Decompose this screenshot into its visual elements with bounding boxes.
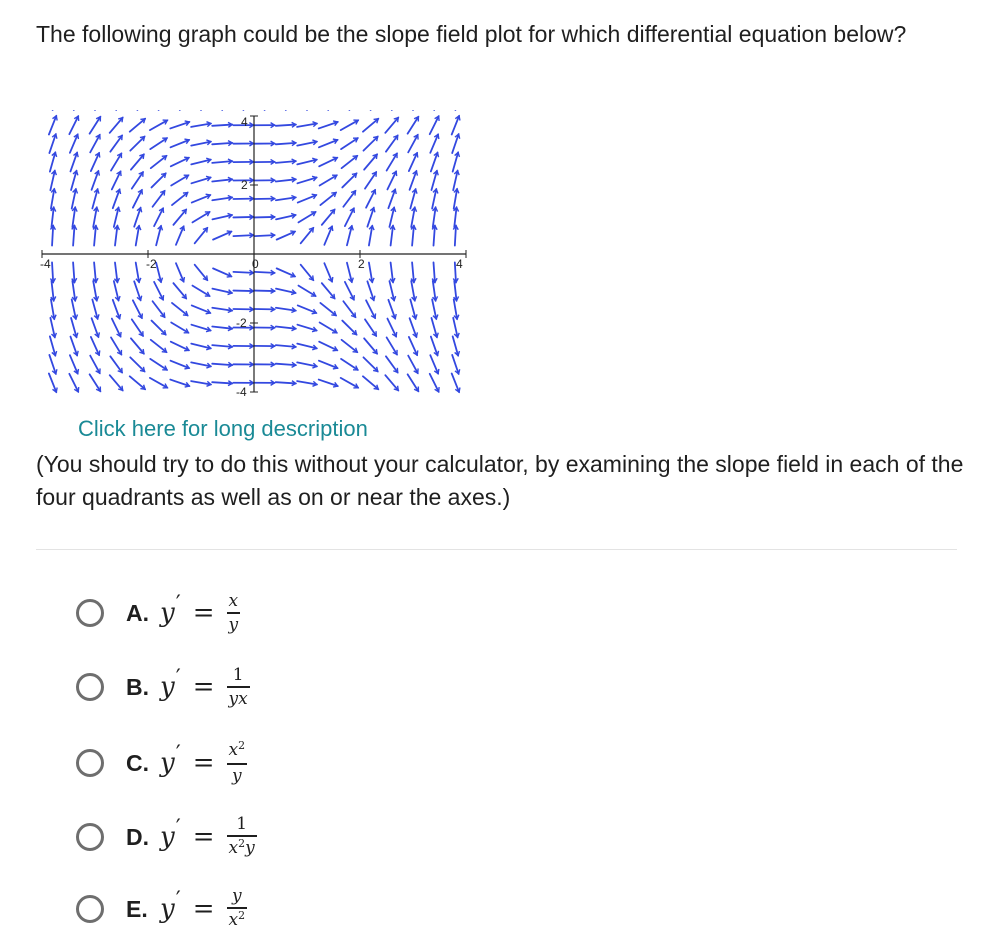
lhs: y — [160, 598, 175, 628]
x-tick-label: 2 — [358, 257, 365, 271]
slope-arrow — [363, 376, 378, 389]
option-a[interactable] — [76, 590, 240, 636]
slope-arrow — [433, 226, 434, 246]
x-tick-label: -4 — [40, 257, 51, 271]
slope-arrow — [320, 322, 337, 332]
radio-button[interactable] — [76, 599, 104, 627]
radio-button[interactable] — [76, 895, 104, 923]
slope-arrow — [322, 283, 335, 298]
denominator — [227, 910, 248, 932]
y-tick-label: 4 — [241, 115, 248, 129]
slope-arrow — [433, 262, 434, 282]
slope-arrow — [385, 118, 398, 133]
option-d[interactable] — [76, 814, 257, 860]
slope-arrow — [130, 137, 144, 151]
slope-arrow — [90, 117, 101, 134]
slope-arrow — [409, 337, 417, 355]
den-base: x — [228, 837, 239, 858]
x-tick-label: -2 — [146, 257, 157, 271]
numerator: y — [231, 886, 242, 907]
slope-arrow — [320, 303, 336, 315]
lhs: y — [160, 894, 175, 924]
slope-arrow — [213, 268, 231, 276]
slope-arrow — [430, 134, 438, 152]
slope-arrow — [319, 158, 337, 167]
slope-arrow — [192, 286, 209, 296]
slope-arrow — [324, 263, 332, 281]
slope-arrow — [172, 303, 188, 315]
numerator: x — [228, 591, 239, 612]
slope-arrow — [131, 338, 144, 353]
equation: y ′ = $\frac{1}{yx}$ — [160, 665, 248, 709]
option-c[interactable] — [76, 740, 247, 786]
slope-arrow — [110, 356, 122, 372]
slope-arrow — [365, 172, 376, 189]
numerator — [227, 740, 248, 762]
den-exponent: 2 — [238, 908, 246, 922]
slope-arrow — [172, 193, 188, 205]
slope-arrow — [91, 153, 99, 171]
num-base: x — [228, 740, 239, 761]
slope-arrow — [112, 171, 121, 189]
den-base: x — [228, 909, 239, 930]
slope-arrow — [173, 283, 186, 298]
slope-arrow — [408, 374, 419, 391]
slope-arrow — [319, 342, 337, 351]
slope-arrow — [171, 175, 188, 185]
slope-arrow — [176, 226, 184, 244]
slope-arrow — [255, 272, 275, 273]
x-tick-label: 0 — [252, 257, 259, 271]
slope-arrow — [386, 356, 398, 372]
slope-arrow — [171, 322, 188, 332]
radio-button[interactable] — [76, 673, 104, 701]
slope-arrow — [301, 265, 314, 280]
slope-arrow — [430, 116, 439, 134]
slope-arrow — [133, 300, 142, 318]
slope-arrow — [133, 190, 142, 208]
denominator: y — [228, 614, 239, 635]
slope-arrow — [385, 375, 398, 390]
slope-arrow — [408, 117, 419, 134]
slope-arrow — [171, 158, 189, 167]
option-letter: B. — [126, 673, 149, 700]
slope-arrow — [110, 118, 123, 133]
y-tick-label: 2 — [241, 178, 248, 192]
slope-arrow — [176, 263, 184, 281]
slope-field-plot — [38, 110, 470, 400]
num-exponent: 2 — [238, 739, 246, 753]
slope-arrow — [387, 171, 396, 189]
den-tail: y — [245, 837, 255, 858]
equation: y ′ = $\frac{1}{x^2y}$ — [160, 814, 255, 858]
slope-arrow — [364, 338, 377, 353]
slope-arrow — [233, 272, 253, 273]
slope-arrow — [110, 136, 122, 152]
divider — [36, 549, 957, 550]
slope-arrow — [298, 212, 315, 222]
slope-arrow — [195, 265, 208, 280]
lhs: y — [160, 672, 175, 702]
slope-arrow — [151, 321, 165, 335]
slope-arrow — [233, 235, 253, 236]
slope-arrow — [343, 191, 355, 207]
slope-arrow — [408, 135, 418, 153]
den-exponent: 2 — [238, 836, 246, 850]
slope-arrow — [151, 156, 167, 168]
equation: y ′ = $\frac{x}{y}$ — [160, 591, 239, 635]
slope-arrow — [342, 173, 356, 187]
radio-button[interactable] — [76, 749, 104, 777]
slope-arrow — [387, 319, 396, 337]
slope-arrow — [255, 235, 275, 236]
slope-arrow — [322, 210, 335, 225]
slope-arrow — [366, 190, 375, 208]
slope-arrow — [173, 210, 186, 225]
equation: y ′ = $\frac{y}{x^2}$ — [160, 886, 246, 930]
slope-arrow — [430, 355, 438, 373]
lhs: y — [160, 748, 175, 778]
slope-arrow — [277, 268, 295, 276]
slope-arrow — [387, 153, 397, 170]
slope-arrow — [153, 301, 165, 317]
slope-arrow — [342, 156, 358, 168]
question-text: The following graph could be the slope field plot for which differential equation below? — [36, 21, 907, 47]
slope-arrow — [171, 342, 189, 351]
slope-arrow — [192, 212, 209, 222]
slope-arrow — [110, 375, 123, 390]
slope-arrow — [111, 337, 121, 354]
slope-arrow — [90, 135, 100, 153]
slope-arrow — [69, 116, 78, 134]
y-tick-label: -2 — [236, 316, 247, 330]
slope-arrow — [195, 228, 208, 243]
option-letter: C. — [126, 749, 149, 776]
slope-arrow — [212, 143, 232, 144]
slope-arrow — [132, 172, 143, 189]
denominator — [227, 838, 257, 860]
slope-arrow — [342, 340, 358, 352]
slope-arrow — [342, 321, 356, 335]
slope-arrow — [154, 208, 163, 226]
denominator: y — [231, 765, 242, 786]
slope-arrow — [366, 300, 375, 318]
slope-arrow — [154, 282, 163, 300]
slope-arrow — [430, 374, 439, 392]
option-letter: A. — [126, 599, 149, 626]
slope-arrow — [69, 374, 78, 392]
y-tick-label: -4 — [236, 385, 247, 399]
slope-arrow — [150, 138, 167, 149]
option-e[interactable] — [76, 886, 247, 932]
slope-arrow — [409, 153, 417, 171]
slope-arrow — [276, 125, 296, 126]
long-description-link[interactable]: Click here for long description — [78, 416, 368, 441]
slope-arrow — [73, 226, 74, 246]
slope-arrow — [73, 262, 74, 282]
slope-arrow — [130, 119, 145, 132]
slope-arrow — [212, 382, 232, 383]
slope-arrow — [91, 337, 99, 355]
radio-button[interactable] — [76, 823, 104, 851]
option-letter: E. — [126, 895, 148, 922]
slope-arrow — [345, 282, 354, 300]
denominator: yx — [228, 688, 248, 709]
slope-arrow — [455, 226, 456, 246]
slope-arrow — [276, 143, 296, 144]
numerator: 1 — [232, 665, 244, 686]
slope-arrow — [408, 356, 418, 374]
slope-arrow — [363, 357, 377, 371]
slope-arrow — [151, 340, 167, 352]
slope-arrow — [150, 378, 167, 388]
slope-arrow — [111, 153, 121, 170]
option-b[interactable] — [76, 664, 250, 710]
option-letter: D. — [126, 823, 149, 850]
slope-arrow — [150, 120, 167, 130]
slope-arrow — [363, 119, 378, 132]
slope-arrow — [298, 286, 315, 296]
slope-arrow — [90, 374, 101, 391]
slope-arrow — [301, 228, 314, 243]
slope-arrow — [320, 175, 337, 185]
slope-arrow — [70, 355, 78, 373]
slope-arrow — [365, 319, 376, 336]
slope-arrow — [130, 357, 144, 371]
slope-arrow — [52, 262, 53, 282]
lhs: y — [160, 822, 175, 852]
slope-arrow — [276, 364, 296, 365]
slope-arrow — [151, 173, 165, 187]
slope-arrow — [150, 359, 167, 370]
slope-arrow — [52, 226, 53, 246]
slope-arrow — [386, 136, 398, 152]
slope-arrow — [341, 138, 358, 149]
slope-arrow — [387, 337, 397, 354]
slope-arrow — [212, 125, 232, 126]
x-tick-label: 4 — [456, 257, 463, 271]
slope-arrow — [277, 232, 295, 240]
slope-arrow — [112, 319, 121, 337]
numerator: 1 — [236, 814, 248, 835]
slope-arrow — [343, 301, 355, 317]
slope-arrow — [320, 193, 336, 205]
slope-arrow — [364, 154, 377, 169]
slope-arrow — [70, 134, 78, 152]
slope-arrow — [324, 226, 332, 244]
slope-arrow — [341, 359, 358, 370]
slope-arrow — [212, 364, 232, 365]
slope-arrow — [131, 154, 144, 169]
equation: y ′ = $\frac{x^2}{y}$ — [160, 739, 246, 786]
hint-text: (You should try to do this without your calculator, by examining the slope field in each of the four quadrants as well as on or near the axes.) — [36, 451, 964, 510]
slope-arrow — [341, 120, 358, 130]
slope-arrow — [130, 376, 145, 389]
slope-arrow — [153, 191, 165, 207]
slope-arrow — [132, 319, 143, 336]
slope-arrow — [363, 137, 377, 151]
slope-arrow — [90, 356, 100, 374]
slope-arrow — [213, 232, 231, 240]
slope-arrow — [345, 208, 354, 226]
slope-arrow — [341, 378, 358, 388]
slope-arrow — [276, 382, 296, 383]
